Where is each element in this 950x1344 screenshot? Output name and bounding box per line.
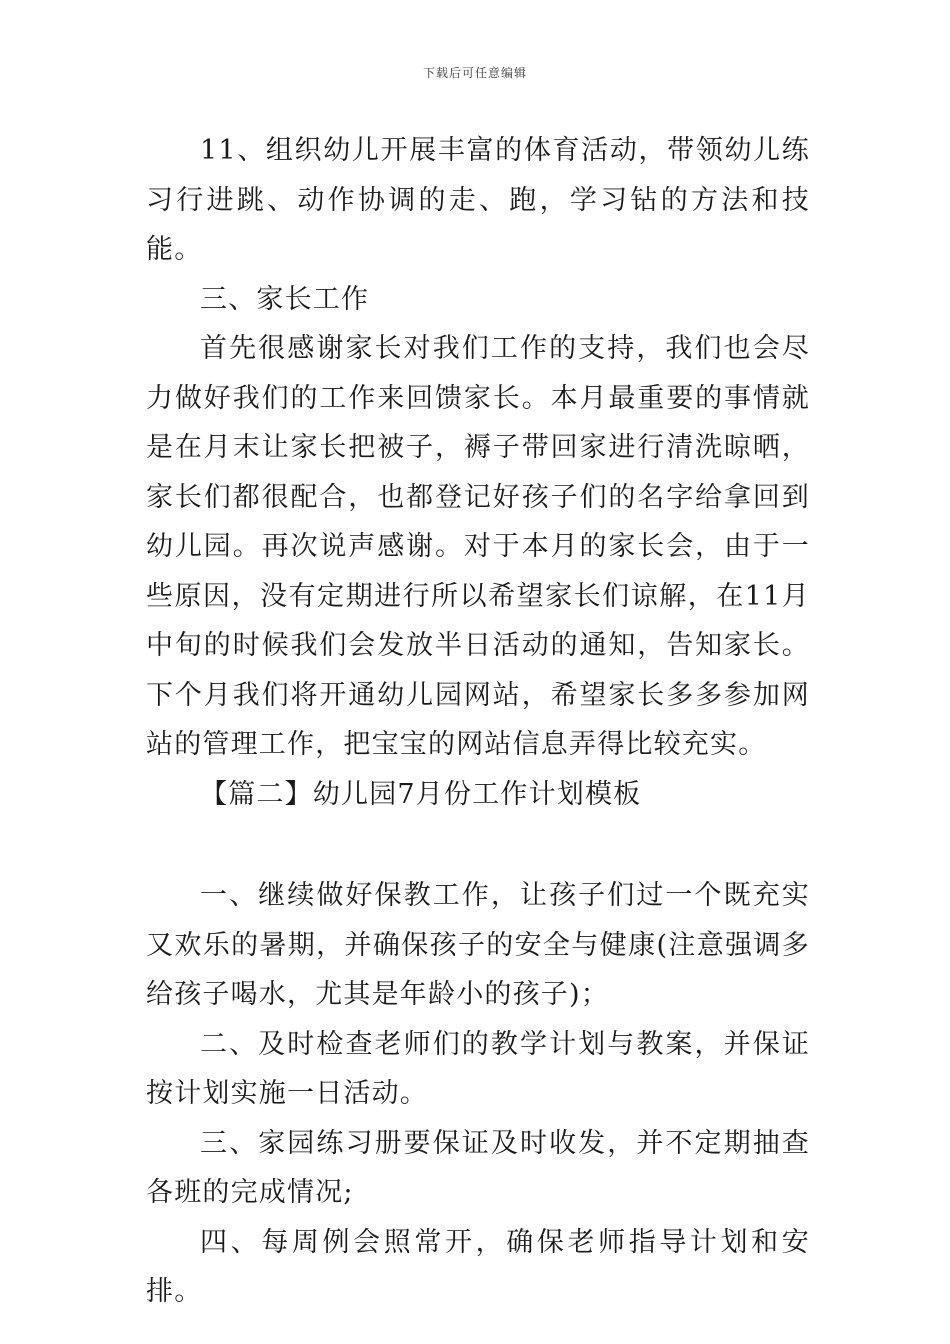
document-body (146, 126, 810, 1317)
page-header: 下载后可任意编辑 (422, 66, 527, 80)
article-title-part-two: 【篇二】幼儿园7月份工作计划模板 (200, 778, 642, 810)
paragraph-parent-work: 首先很感谢家长对我们工作的支持，我们也会尽力做好我们的工作来回馈家长。本月最重要的事情就是在月末让家长把被子，褥子带回家进行清洗晾晒，家长们都很配合，也都登记好孩子们的名字给拿回到幼儿园。再次说声感谢。对于本月的家长会，由于一些原因，没有定期进行所以希望家长们谅解，在11月中旬的时候我们会发放半日活动的通知，告知家长。下个月我们将开通幼儿园网站，希望家长多多参加网站的管理工作，把宝宝的网站信息弄得比较充实。 (146, 333, 810, 760)
paragraph-item-one: 一、继续做好保教工作，让孩子们过一个既充实又欢乐的暑期，并确保孩子的安全与健康(注意强调多给孩子喝水，尤其是年龄小的孩子)； (146, 880, 810, 1010)
paragraph-item-two: 二、及时检查老师们的教学计划与教案，并保证按计划实施一日活动。 (146, 1028, 810, 1109)
paragraph-item-four: 四、每周例会照常开，确保老师指导计划和安排。 (146, 1226, 810, 1307)
paragraph-sports-activities: 11、组织幼儿开展丰富的体育活动，带领幼儿练习行进跳、动作协调的走、跑，学习钻的方法和技能。 (146, 135, 810, 265)
section-heading-parent-work: 三、家长工作 (200, 283, 370, 315)
paragraph-item-three: 三、家园练习册要保证及时收发，并不定期抽查各班的完成情况; (146, 1127, 810, 1208)
